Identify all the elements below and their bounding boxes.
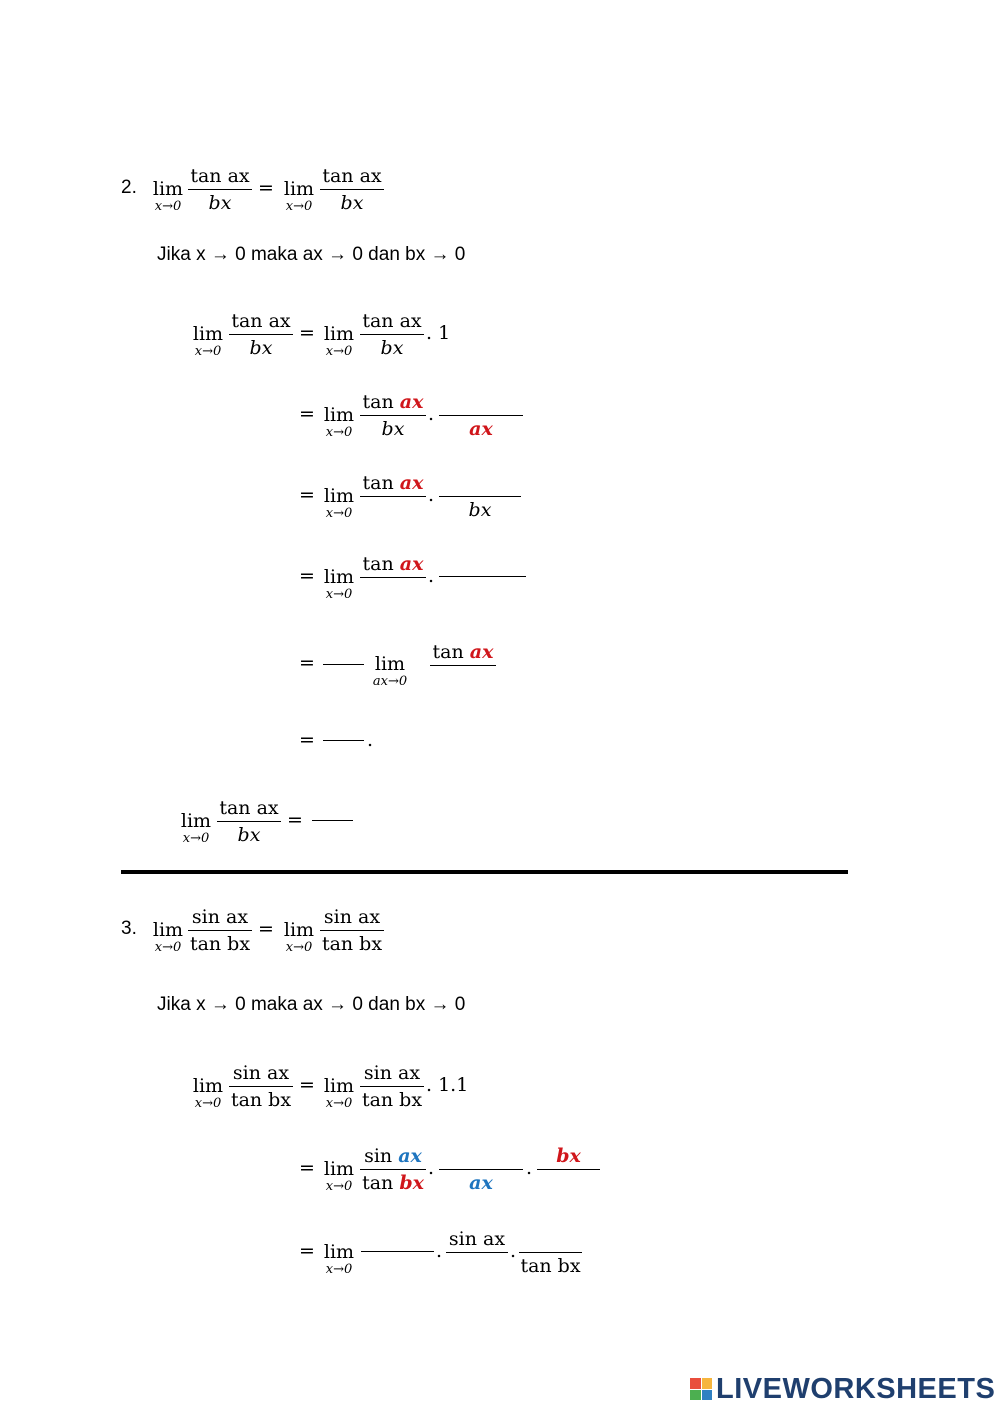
fraction-bx-over-blank: bx [537, 1140, 600, 1198]
fraction-tan-ax-over-blank: tan ax [430, 636, 496, 694]
equals-sign: = [299, 1157, 315, 1179]
fraction-blank-over-bx: bx [439, 467, 521, 525]
condition-text: Jika x → 0 maka ax → 0 dan bx → 0 [157, 244, 466, 265]
lim-operator: lim x→0 [192, 323, 224, 359]
equals-sign: = [299, 652, 315, 674]
fraction-tan-ax-over-bx: tan ax bx [217, 792, 281, 850]
dot-operator: . [436, 1240, 443, 1262]
answer-blank[interactable] [439, 576, 526, 577]
lim-operator: lim x→0 [323, 323, 355, 359]
lim-operator: lim x→0 [323, 566, 355, 602]
dot-operator: . [428, 484, 435, 506]
dot-operator: . [526, 1157, 533, 1179]
equals-sign: = [287, 809, 303, 831]
times-one-one: . 1.1 [426, 1074, 469, 1096]
problem-number-3: 3. [121, 918, 137, 939]
equals-sign: = [258, 918, 274, 940]
dot-operator: . [428, 1157, 435, 1179]
lim-operator: lim x→0 [323, 1241, 355, 1277]
dot-operator: . [510, 1240, 517, 1262]
fraction-tan-ax-over-bx: tan ax bx [360, 386, 426, 444]
equals-sign: = [299, 403, 315, 425]
equals-sign: = [299, 1240, 315, 1262]
lim-operator: lim x→0 [192, 1075, 224, 1111]
fraction-blank-over-tan-bx: tan bx [519, 1223, 582, 1281]
fraction-tan-ax-over-bx: tan ax bx [229, 305, 293, 363]
lim-operator: lim x→0 [152, 919, 184, 955]
dot-operator: . [428, 565, 435, 587]
fraction-blank-over-ax: ax [439, 1140, 523, 1198]
logo-icon [690, 1378, 712, 1400]
lim-operator: lim x→0 [323, 404, 355, 440]
answer-blank[interactable] [323, 664, 364, 665]
equals-sign: = [299, 1074, 315, 1096]
equals-sign: = [258, 177, 274, 199]
answer-blank[interactable] [323, 740, 364, 741]
section-divider [121, 870, 848, 874]
fraction-sin-ax-over-tan-bx: sin ax tan bx [230, 1062, 292, 1111]
fraction-sin-ax-over-tan-bx: sin ax tan bx [360, 1140, 426, 1198]
fraction-tan-ax-over-bx: tan ax bx [188, 160, 252, 218]
equals-sign: = [299, 322, 315, 344]
fraction-tan-ax-over-blank: tan ax [360, 548, 426, 606]
lim-operator: lim x→0 [323, 1075, 355, 1111]
liveworksheets-logo [690, 1374, 995, 1404]
equals-sign: = [299, 484, 315, 506]
condition-text: Jika x → 0 maka ax → 0 dan bx → 0 [157, 994, 466, 1015]
dot-operator: . [428, 403, 435, 425]
fraction-tan-ax-over-bx: tan ax bx [360, 305, 424, 363]
times-one: . 1 [426, 322, 451, 344]
answer-blank[interactable] [312, 820, 353, 821]
fraction-sin-ax-over-tan-bx: sin ax tan bx [361, 1062, 423, 1111]
lim-operator: lim x→0 [152, 178, 184, 214]
fraction-tan-ax-over-blank: tan ax [360, 467, 426, 525]
fraction-sin-ax-over-blank: sin ax [446, 1223, 508, 1281]
fraction-blank-over-ax: ax [439, 386, 523, 444]
fraction-tan-ax-over-bx: tan ax bx [320, 160, 384, 218]
lim-operator: lim ax→0 [372, 653, 408, 689]
logo-text: LIVEWORKSHEETS [716, 1372, 996, 1405]
lim-operator: lim x→0 [283, 919, 315, 955]
problem-number-2: 2. [121, 177, 137, 198]
lim-operator: lim x→0 [283, 178, 315, 214]
equals-sign: = [299, 565, 315, 587]
dot-operator: . [367, 729, 374, 751]
equals-sign: = [299, 729, 315, 751]
fraction-sin-ax-over-tan-bx: sin ax tan bx [321, 906, 383, 955]
lim-operator: lim x→0 [323, 1158, 355, 1194]
lim-operator: lim x→0 [323, 485, 355, 521]
lim-operator: lim x→0 [180, 810, 212, 846]
fraction-sin-ax-over-tan-bx: sin ax tan bx [189, 906, 251, 955]
answer-blank[interactable] [361, 1251, 434, 1252]
